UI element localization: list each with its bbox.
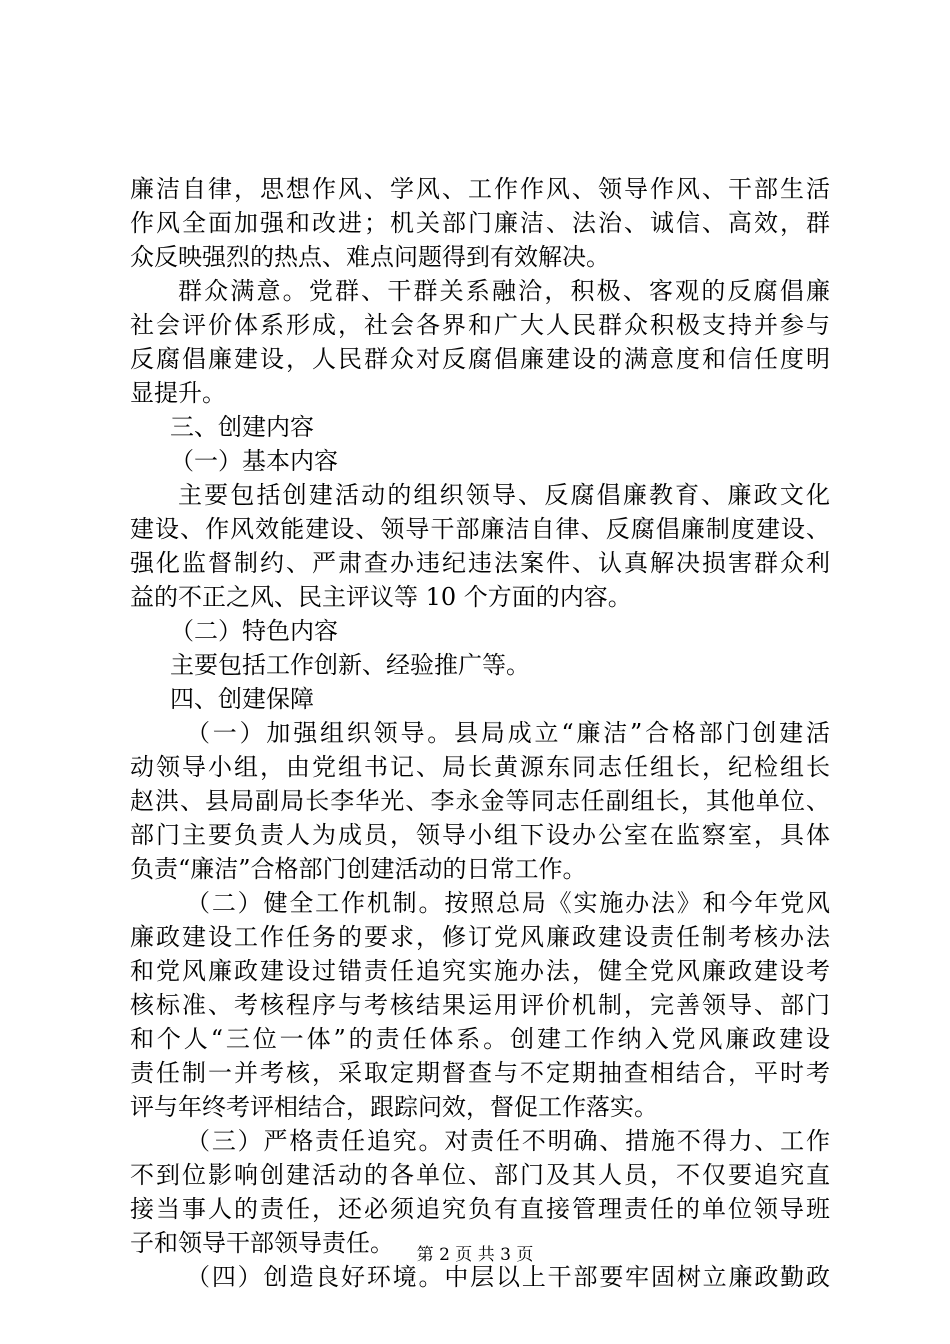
body-text-line: 部门主要负责人为成员，领导小组下设办公室在监察室，具体 [130,821,830,849]
body-text-line: 众反映强烈的热点、难点问题得到有效解决。 [130,243,610,271]
document-body [130,172,830,1294]
body-text-line: 社会评价体系形成，社会各界和广大人民群众积极支持并参与 [130,311,830,339]
body-text-line: 强化监督制约、严肃查办违纪违法案件、认真解决损害群众利 [130,549,830,577]
body-text-line: 群众满意。党群、干群关系融洽，积极、客观的反腐倡廉 [178,277,830,305]
body-text-line: 和党风廉政建设过错责任追究实施办法，健全党风廉政建设考 [130,957,830,985]
body-text-line: 责任制一并考核，采取定期督查与不定期抽查相结合，平时考 [130,1059,830,1087]
body-text-line: 主要包括创建活动的组织领导、反腐倡廉教育、廉政文化 [178,481,830,509]
body-text-line: 不到位影响创建活动的各单位、部门及其人员，不仅要追究直 [130,1161,830,1189]
body-text-line: 作风全面加强和改进；机关部门廉洁、法治、诚信、高效，群 [130,209,830,237]
body-text-line: 子和领导干部领导责任。 [130,1229,394,1257]
body-text-line: 负责“廉洁”合格部门创建活动的日常工作。 [130,855,587,883]
body-text-line: （四）创造良好环境。中层以上干部要牢固树立廉政勤政 [186,1263,830,1291]
body-text-line: 接当事人的责任，还必须追究负有直接管理责任的单位领导班 [130,1195,830,1223]
body-text-line: 三、创建内容 [170,413,314,441]
body-text-line: （三）严格责任追究。对责任不明确、措施不得力、工作 [186,1127,830,1155]
body-text-line: 益的不正之风、民主评议等 10 个方面的内容。 [130,583,632,611]
body-text-line: 建设、作风效能建设、领导干部廉洁自律、反腐倡廉制度建设、 [130,515,830,543]
body-text-line: 和个人“三位一体”的责任体系。创建工作纳入党风廉政建设 [130,1025,830,1053]
body-text-line: 廉洁自律，思想作风、学风、工作作风、领导作风、干部生活 [130,175,830,203]
page-footer: 第 2 页 共 3 页 [416,1245,534,1265]
body-text-line: （一）基本内容 [170,447,338,475]
body-text-line: 四、创建保障 [170,685,314,713]
body-text-line: （二）健全工作机制。按照总局《实施办法》和今年党风 [186,889,830,917]
body-text-line: 显提升。 [130,379,226,407]
body-text-line: 评与年终考评相结合，跟踪问效，督促工作落实。 [130,1093,658,1121]
body-text-line: 赵洪、县局副局长李华光、李永金等同志任副组长，其他单位、 [130,787,830,815]
body-text-line: 主要包括工作创新、经验推广等。 [170,651,530,679]
body-text-line: 动领导小组，由党组书记、局长黄源东同志任组长，纪检组长 [130,753,830,781]
body-text-line: （二）特色内容 [170,617,338,645]
body-text-line: 廉政建设工作任务的要求，修订党风廉政建设责任制考核办法 [130,923,830,951]
body-text-line: （一）加强组织领导。县局成立“廉洁”合格部门创建活 [186,719,830,747]
body-text-line: 核标准、考核程序与考核结果运用评价机制，完善领导、部门 [130,991,830,1019]
body-text-line: 反腐倡廉建设，人民群众对反腐倡廉建设的满意度和信任度明 [130,345,830,373]
